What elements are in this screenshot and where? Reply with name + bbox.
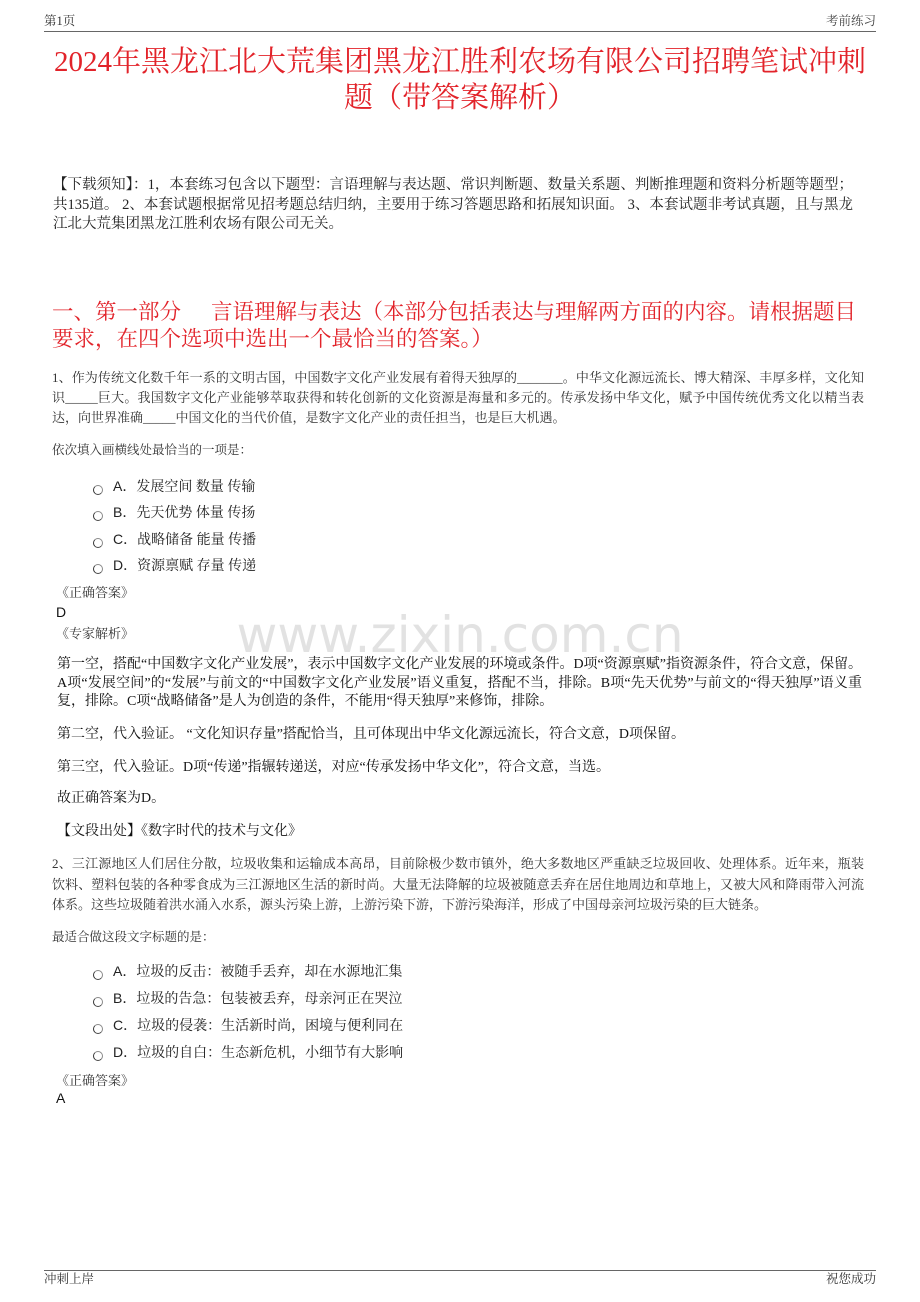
option-label: D． — [113, 557, 138, 573]
question-2-option-b[interactable] — [93, 988, 402, 1008]
option-label: B． — [113, 990, 137, 1006]
question-1-analysis-paragraph: 第二空，代入验证。 “文化知识存量”搭配恰当，且可体现出中华文化源远流长，符合文意，D项保留。 — [57, 727, 686, 742]
option-label: B． — [113, 504, 137, 520]
option-label: D． — [113, 1044, 138, 1060]
radio-button-icon[interactable] — [93, 538, 103, 548]
option-label: C． — [113, 531, 138, 547]
download-notice: 【下载须知】：1，本套练习包含以下题型：言语理解与表达题、常识判断题、数量关系题、判断推理题和资料分析题等题型；共135道。 2、本套试题根据常见招考题总结归纳，主要用于练习答题思路和拓展知识面。 3、本套试题非考试真题，且与黑龙江北大荒集团黑龙江胜利农场有限公司无关。 — [53, 177, 853, 232]
question-2-answer-heading: 《正确答案》 — [56, 1073, 135, 1088]
radio-button-icon[interactable] — [93, 1051, 103, 1061]
question-1-analysis-paragraph: 第三空，代入验证。D项“传递”指辗转递送，对应“传承发扬中华文化”，符合文意，当选。 — [57, 760, 610, 775]
question-1-option-a[interactable] — [93, 476, 255, 496]
option-text: 战略储备 能量 传播 — [137, 533, 257, 548]
option-text: 先天优势 体量 传扬 — [136, 506, 256, 521]
option-label: A． — [113, 963, 137, 979]
question-2-stem: 2、三江源地区人们居住分散，垃圾收集和运输成本高昂，目前除极少数市镇外，绝大多数地区严重缺乏垃圾回收、处理体系。近年来，瓶装饮料、塑料包装的各种零食成为三江源地区生活的新时尚。大量无法降解的垃圾被随意丢弃在居住地周边和草地上，又被大风和降雨带入河流体系。这些垃圾随着洪水涌入水系，源头污染上游，上游污染下游，下游污染海洋，形成了中国母亲河垃圾污染的巨大链条。 — [52, 856, 864, 912]
option-text: 垃圾的反击：被随手丢弃，却在水源地汇集 — [136, 965, 403, 980]
footer-left-text: 冲刺上岸 — [44, 1272, 95, 1286]
question-1-option-d[interactable] — [93, 555, 256, 575]
question-2-option-c[interactable] — [93, 1015, 403, 1035]
question-2-option-d[interactable] — [93, 1042, 403, 1062]
header-divider — [44, 31, 876, 32]
question-1-answer-heading: 《正确答案》 — [56, 585, 135, 600]
question-1-source: 【文段出处】《数字时代的技术与文化》 — [57, 824, 302, 839]
option-text: 发展空间 数量 传输 — [136, 480, 256, 495]
question-1-answer: D — [56, 604, 67, 620]
question-1-option-c[interactable] — [93, 529, 256, 549]
question-2-prompt: 最适合做这段文字标题的是： — [52, 930, 215, 944]
radio-button-icon[interactable] — [93, 997, 103, 1007]
question-1-option-b[interactable] — [93, 502, 255, 522]
question-2-answer: A — [56, 1090, 66, 1106]
header-tag: 考前练习 — [825, 14, 876, 28]
section-title: 言语理解与表达（本部分包括表达与理解两方面的内容。请根据题目要求，在四个选项中选出一个最恰当的答案。） — [52, 300, 857, 351]
question-2-option-a[interactable] — [93, 961, 402, 981]
radio-button-icon[interactable] — [93, 564, 103, 574]
document-title: 2024年黑龙江北大荒集团黑龙江胜利农场有限公司招聘笔试冲刺题（带答案解析） — [53, 46, 866, 114]
page-number: 第1页 — [44, 14, 76, 28]
footer-right-text: 祝您成功 — [825, 1272, 876, 1286]
radio-button-icon[interactable] — [93, 511, 103, 521]
radio-button-icon[interactable] — [93, 485, 103, 495]
option-text: 垃圾的自白：生态新危机，小细节有大影响 — [137, 1046, 404, 1061]
option-label: A． — [113, 478, 137, 494]
footer-divider — [44, 1270, 876, 1271]
watermark: www.zixin.com.cn — [236, 606, 684, 664]
radio-button-icon[interactable] — [93, 1024, 103, 1034]
radio-button-icon[interactable] — [93, 970, 103, 980]
question-1-analysis-conclusion: 故正确答案为D。 — [57, 791, 166, 806]
question-1-analysis-heading: 《专家解析》 — [56, 626, 135, 641]
section-heading — [52, 299, 864, 353]
section-number: 一、第一部分 — [52, 300, 182, 324]
option-text: 垃圾的告急：包装被丢弃，母亲河正在哭泣 — [136, 992, 403, 1007]
question-1-prompt: 依次填入画横线处最恰当的一项是： — [52, 443, 253, 457]
option-text: 垃圾的侵袭：生活新时尚，困境与便利同在 — [137, 1019, 404, 1034]
option-label: C． — [113, 1017, 138, 1033]
question-1-stem: 1、作为传统文化数千年一系的文明古国，中国数字文化产业发展有着得天独厚的_______。中华文化源远流长、博大精深、丰厚多样，文化知识_____巨大。我国数字文化产业能够萃取获得和转化创新的文化资源是海量和多元的。传承发扬中华文化，赋予中国传统优秀文化以精当表达，向世界准确_____中国文化的当代价值，是数字文化产业的责任担当，也是巨大机遇。 — [52, 370, 864, 425]
option-text: 资源禀赋 存量 传递 — [137, 559, 257, 574]
question-1-analysis-paragraph: 第一空，搭配“中国数字文化产业发展”，表示中国数字文化产业发展的环境或条件。D项“资源禀赋”指资源条件，符合文意，保留。A项“发展空间”的“发展”与前文的“中国数字文化产业发展”语义重复，搭配不当，排除。B项“先天优势”与前文的“得天独厚”语义重复，排除。C项“战略储备”是人为创造的条件，不能用“得天独厚”来修饰，排除。 — [57, 657, 862, 709]
